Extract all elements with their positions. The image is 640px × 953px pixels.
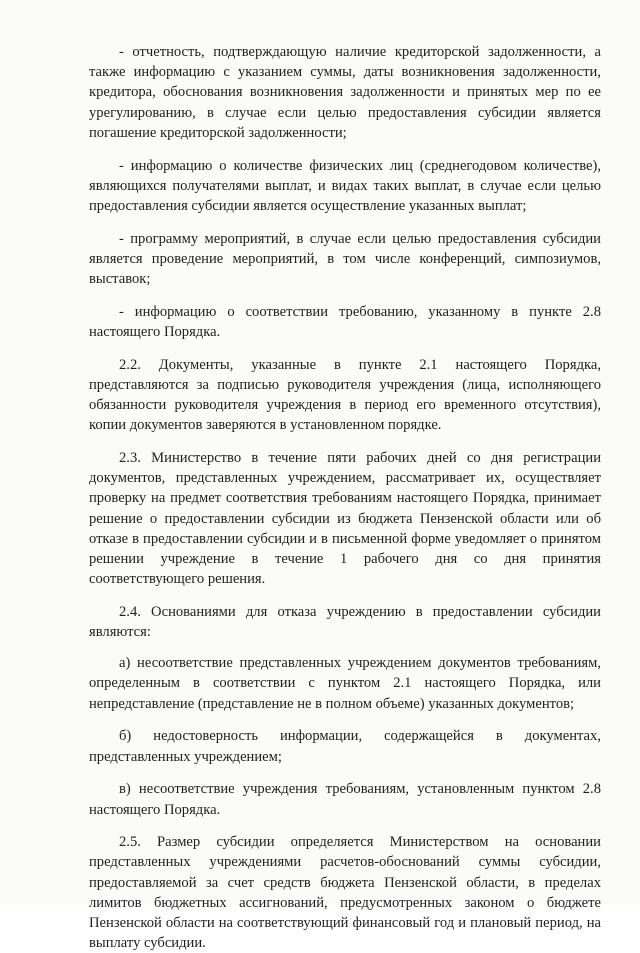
paragraph-2-4-a: а) несоответствие представленных учреждением документов требованиям, определенным в соответствии с пунктом 2.1 настоящего Порядка, или непредставление (представление не в полном объеме) указанных документов; bbox=[89, 655, 601, 712]
paragraph-payment-recipients-info: - информацию о количестве физических лиц (среднегодовом количестве), являющихся получателями выплат, и видах таких выплат, в случае если целью предоставления субсидии является осуществление указанных выплат; bbox=[89, 157, 601, 214]
paragraph-2-4-b: б) недостоверность информации, содержащейся в документах, представленных учреждением; bbox=[89, 728, 601, 765]
paragraph-requirement-compliance-info: - информацию о соответствии требованию, указанному в пункте 2.8 настоящего Порядка. bbox=[89, 303, 601, 340]
paragraph-2-3: 2.3. Министерство в течение пяти рабочих дней со дня регистрации документов, представленных учреждением, рассматривает их, осуществляет проверку на предмет соответствия требованиям настоящего Порядка, принимает решение о предоставлении субсидии из бюджета Пензенской области или об отказе в предоставлении субсидии и в письменной форме уведомляет о принятом решении учреждение в течение 1 рабочего дня со дня принятия соответствующего решения. bbox=[89, 449, 601, 588]
paragraph-2-4: 2.4. Основаниями для отказа учреждению в предоставлении субсидии являются: bbox=[89, 603, 601, 641]
paragraph-2-2: 2.2. Документы, указанные в пункте 2.1 настоящего Порядка, представляются за подписью руководителя учреждения (лица, исполняющего обязанности руководителя учреждения в период его временного отсутствия), копии документов заверяются в установленном порядке. bbox=[89, 356, 601, 434]
paragraph-events-program: - программу мероприятий, в случае если целью предоставления субсидии является проведение мероприятий, в том числе конференций, симпозиумов, выставок; bbox=[89, 230, 601, 288]
paragraph-2-4-c: в) несоответствие учреждения требованиям, установленным пунктом 2.8 настоящего Порядка. bbox=[89, 781, 601, 818]
document-body bbox=[89, 42, 601, 953]
paragraph-2-5: 2.5. Размер субсидии определяется Министерством на основании представленных учреждениями расчетов-обоснований суммы субсидии, предоставляемой за счет средств бюджета Пензенской области, в пределах лимитов бюджетных ассигнований, предусмотренных законом о бюджете Пензенской области на соответствующий финансовый год и плановый период, на выплату субсидии. bbox=[89, 834, 601, 952]
paragraph-accounts-payable-report: - отчетность, подтверждающую наличие кредиторской задолженности, а также информацию с указанием суммы, даты возникновения задолженности, кредитора, обоснования возникновения задолженности и принятых мер по ее урегулированию, в случае если целью предоставления субсидии является погашение кредиторской задолженности; bbox=[89, 44, 601, 141]
